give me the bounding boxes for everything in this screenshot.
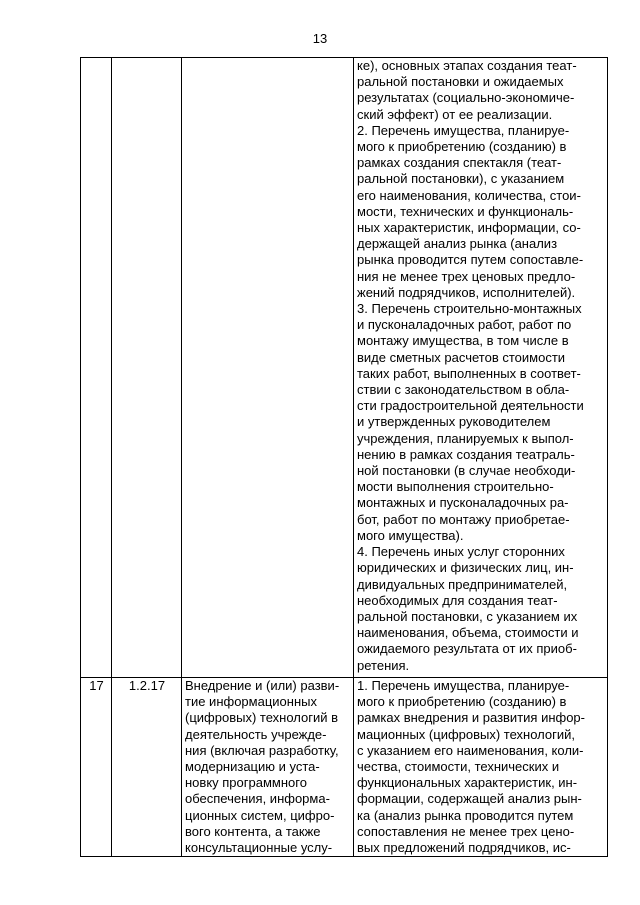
requirements-table: [80, 57, 608, 857]
row-code-cell: 1.2.17: [112, 678, 182, 857]
row-documents-cell: 1. Перечень имущества, планируе- мого к приобретению (созданию) в рамках внедрения и развития инфор- мационных (цифровых) технологий, с указанием его наименования, коли- чества, стоимости, технических и функциональных характеристик, ин- формации, содержащей анализ рын- ка (анализ рынка проводится путем сопоставления не менее трех цено- вых предложений подрядчиков, ис-: [354, 678, 608, 857]
table-row: [81, 678, 608, 857]
row-name-cell: Внедрение и (или) разви- тие информационных (цифровых) технологий в деятельность учрежде- ния (включая разработку, модернизацию и уста- новку программного обеспечения, информа- ционных систем, цифро- вого контента, а также консультационные услу-: [182, 678, 354, 857]
row-number-cell: [81, 58, 112, 678]
row-documents-cell: ке), основных этапах создания теат- ральной постановки и ожидаемых результатах (социально-экономиче- ский эффект) от ее реализации. 2. Перечень имущества, планируе- мого к приобретению (созданию) в рамках создания спектакля (теат- ральной постановки), с указанием его наименования, количества, стои- мости, технических и функциональ- ных характеристик, информации, со- держащей анализ рынка (анализ рынка проводится путем сопоставле- ния не менее трех ценовых предло- жений подрядчиков, исполнителей). 3. Перечень строительно-монтажных и пусконаладочных работ, работ по монтажу имущества, в том числе в виде сметных расчетов стоимости таких работ, выполненных в соответ- ствии с законодательством в обла- сти градостроительной деятельности и утвержденных руководителем учреждения, планируемых к выпол- нению в рамках создания театраль- ной постановки (в случае необходи- мости выполнения строительно- монтажных и пусконаладочных ра- бот, работ по монтажу приобретае- мого имущества). 4. Перечень иных услуг сторонних юридических и физических лиц, ин- дивидуальных предпринимателей, необходимых для создания теат- ральной постановки, с указанием их наименования, объема, стоимости и ожидаемого результата от их приоб- ретения.: [354, 58, 608, 678]
page-number: 13: [312, 31, 328, 46]
row-code-cell: [112, 58, 182, 678]
table-row: [81, 58, 608, 678]
row-number-cell: 17: [81, 678, 112, 857]
row-name-cell: [182, 58, 354, 678]
